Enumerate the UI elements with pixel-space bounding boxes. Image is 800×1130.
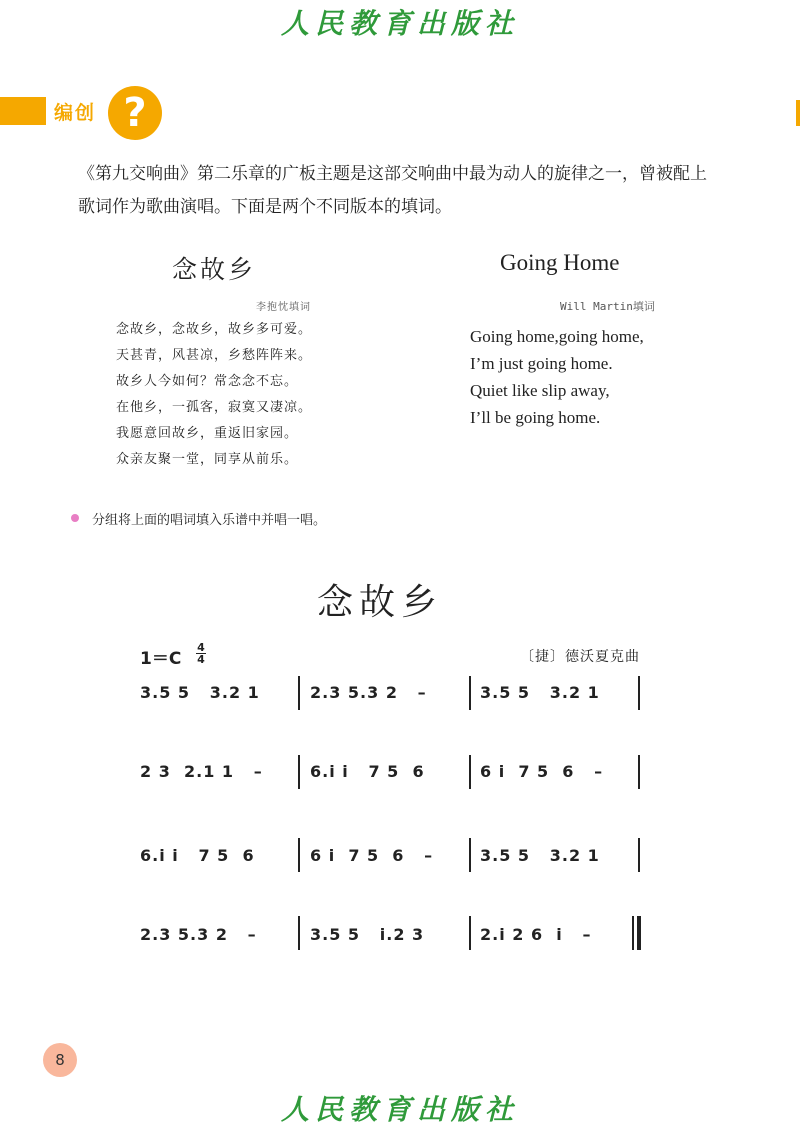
score-measure: 2.3 5.3 2 – <box>310 683 427 702</box>
score-measure: 3.5 5 3.2 1 <box>140 683 260 702</box>
chinese-lyrics-credit: 李抱忱填词 <box>256 302 311 313</box>
publisher-logo-top: 人民教育出版社 <box>280 7 519 40</box>
bullet-icon <box>71 514 79 522</box>
lyric-line: I’m just going home. <box>470 354 613 373</box>
task-instruction: 分组将上面的唱词填入乐谱中并唱一唱。 <box>92 513 327 528</box>
lyric-line: 我愿意回故乡，重返旧家园。 <box>116 426 299 441</box>
score-measure: 6 i 7 5 6 – <box>480 762 604 781</box>
score-measure: 6 i 7 5 6 – <box>310 846 434 865</box>
intro-paragraph: 《第九交响曲》第二乐章的广板主题是这部交响曲中最为动人的旋律之一，曾被配上歌词作为歌曲演唱。下面是两个不同版本的填词。 <box>78 164 707 217</box>
bar-line <box>638 838 640 872</box>
bar-line <box>298 755 300 789</box>
bar-line <box>298 838 300 872</box>
bar-line <box>638 676 640 710</box>
score-measure: 2.3 5.3 2 – <box>140 925 257 944</box>
bar-line <box>469 676 471 710</box>
section-tab-bar <box>0 97 46 125</box>
page-number: 8 <box>55 1051 65 1069</box>
time-signature <box>196 642 206 665</box>
score-measure: 6.i i 7 5 6 <box>310 762 425 781</box>
section-label: 编创 <box>54 102 97 124</box>
time-signature-bottom: 4 <box>197 653 205 666</box>
lyric-line: 念故乡，念故乡，故乡多可爱。 <box>116 322 313 337</box>
chinese-lyrics-title: 念故乡 <box>172 255 257 284</box>
english-lyrics-title: Going Home <box>500 250 620 275</box>
score-measure: 2.i 2 6 i – <box>480 925 592 944</box>
english-lyrics <box>470 323 644 431</box>
score-measure: 3.5 5 3.2 1 <box>480 683 600 702</box>
bar-line <box>632 916 634 950</box>
key-signature: 1＝C <box>140 649 182 669</box>
score-measure: 3.5 5 3.2 1 <box>480 846 600 865</box>
lyric-line: 在他乡，一孤客，寂寞又凄凉。 <box>116 400 313 415</box>
score-title: 念故乡 <box>316 582 443 623</box>
time-signature-top: 4 <box>197 641 205 654</box>
score-measure: 6.i i 7 5 6 <box>140 846 255 865</box>
composer-credit: 〔捷〕德沃夏克曲 <box>520 649 640 665</box>
final-bar-line <box>637 916 641 950</box>
bar-line <box>469 916 471 950</box>
lyric-line: I’ll be going home. <box>470 408 601 427</box>
bar-line <box>638 755 640 789</box>
score-measure: 3.5 5 i.2 3 <box>310 925 425 944</box>
lyric-line: Quiet like slip away, <box>470 381 610 400</box>
bar-line <box>469 755 471 789</box>
bar-line <box>298 916 300 950</box>
publisher-logo-bottom: 人民教育出版社 <box>280 1093 519 1126</box>
lyric-line: 故乡人今如何？常念念不忘。 <box>116 374 299 389</box>
lyric-line: Going home,going home, <box>470 327 644 346</box>
bar-line <box>298 676 300 710</box>
page-edge-marker <box>796 100 800 126</box>
score-measure: 2 3 2.1 1 – <box>140 762 263 781</box>
english-lyrics-credit: Will Martin填词 <box>560 300 655 313</box>
lyric-line: 天甚青，风甚凉，乡愁阵阵来。 <box>116 348 313 363</box>
chinese-lyrics <box>116 317 312 473</box>
bar-line <box>469 838 471 872</box>
question-mark-glyph: ? <box>123 90 147 136</box>
lyric-line: 众亲友聚一堂，同享从前乐。 <box>116 452 299 467</box>
